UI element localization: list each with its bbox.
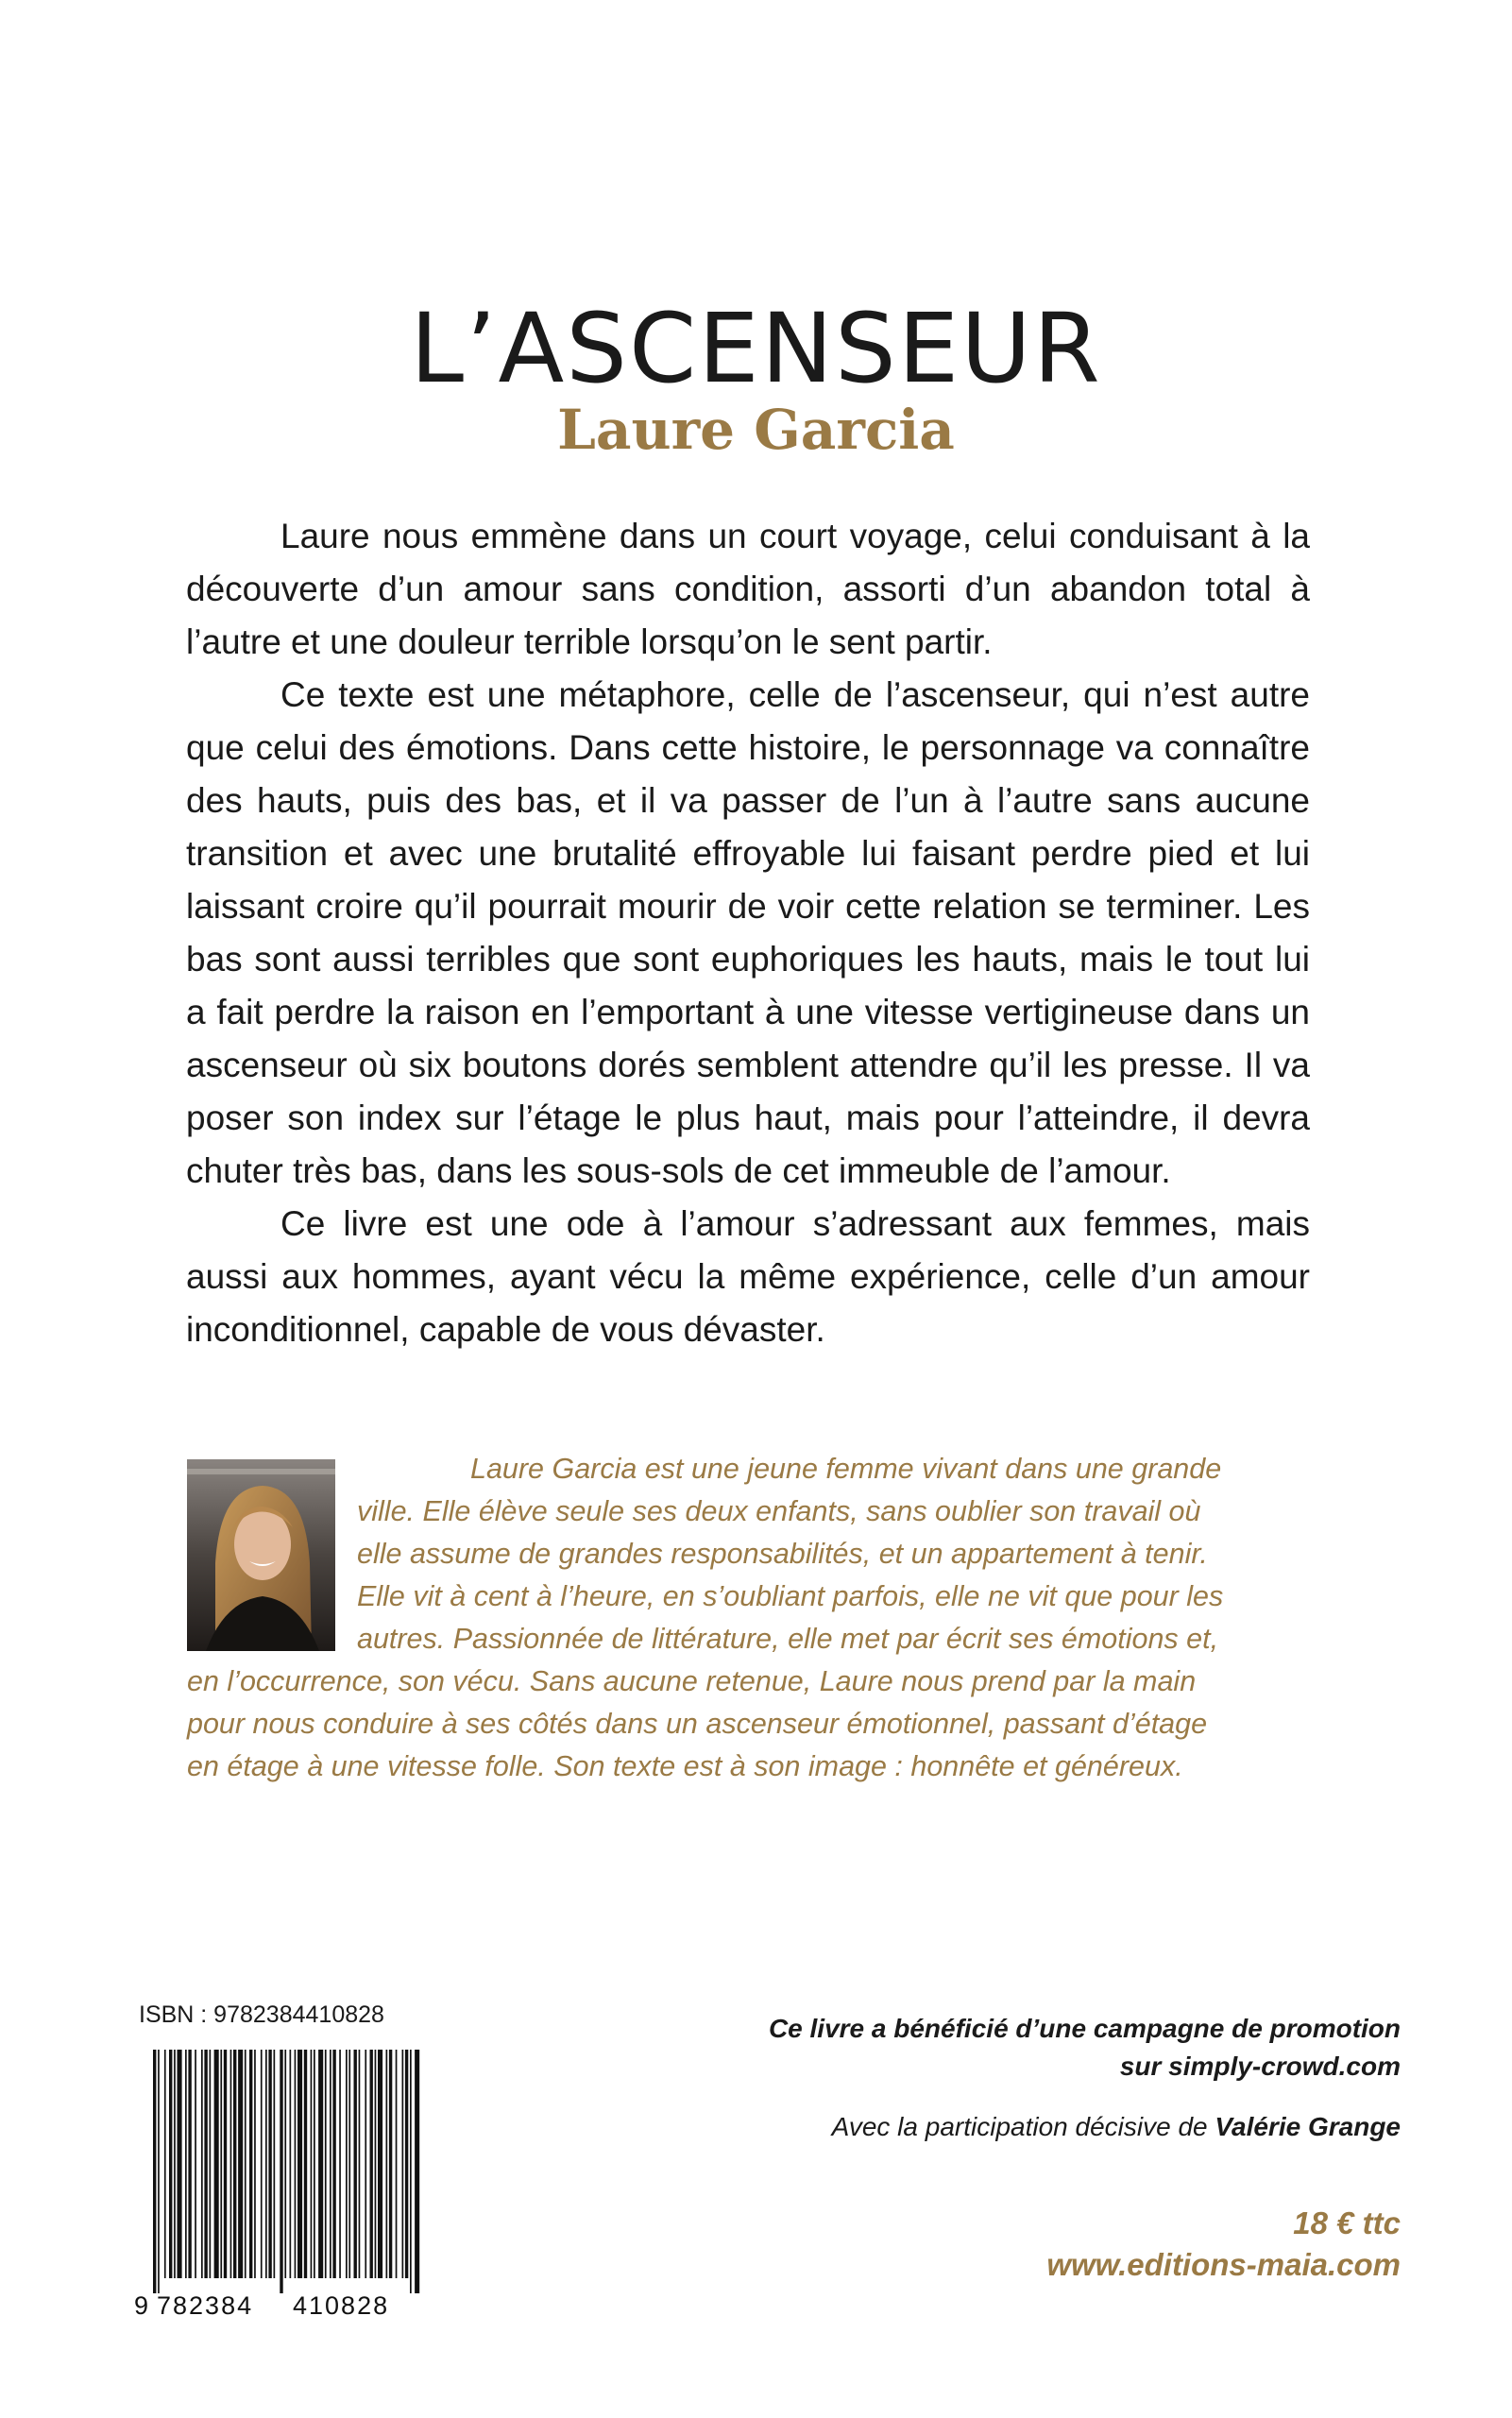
- barcode-bar: [370, 2050, 373, 2278]
- barcode-bar: [378, 2050, 382, 2278]
- bio-line: pour nous conduire à ses côtés dans un ascenseur émotionnel, passant d’étage: [187, 1708, 1208, 1740]
- synopsis-paragraph-2: Ce texte est une métaphore, celle de l’ascenseur, qui n’est autre que celui des émotions. Dans cette histoire, le personnage va connaître des hauts, puis des bas, et il va passer de l’un à l’autre sans aucune transition et avec une brutalité effroyable lui faisant perdre pied et lui laissant croire qu’il pourrait mourir de voir cette relation se terminer. Les bas sont aussi terribles que sont euphoriques les hauts, mais le tout lui a fait perdre la raison en l’emportant à une vitesse vertigineuse dans un ascenseur où six boutons dorés semblent attendre qu’il les presse. Il va poser son index sur l’étage le plus haut, mais pour l’atteindre, il devra chuter très bas, dans les sous-sols de cet immeuble de l’amour.: [186, 675, 1310, 1190]
- barcode-bar: [158, 2050, 160, 2293]
- bio-line: Laure Garcia est une jeune femme vivant dans une grande: [470, 1453, 1222, 1485]
- barcode-bar: [348, 2050, 350, 2278]
- barcode-bar: [224, 2050, 227, 2278]
- participation-name: Valérie Grange: [1215, 2112, 1401, 2141]
- barcode-bar: [254, 2050, 256, 2278]
- barcode-bar: [249, 2050, 252, 2278]
- barcode-bar: [318, 2050, 323, 2278]
- barcode-bar: [359, 2050, 361, 2278]
- barcode-bar: [314, 2050, 315, 2278]
- barcode-bar: [220, 2050, 222, 2278]
- synopsis-paragraph-1: Laure nous emmène dans un court voyage, celui conduisant à la découverte d’un amour sans condition, assorti d’un abandon total à l’autre et une douleur terrible lorsqu’on le sent partir.: [186, 517, 1310, 661]
- synopsis: [186, 510, 1310, 1356]
- barcode-bar: [386, 2050, 388, 2278]
- book-author: Laure Garcia: [557, 398, 955, 462]
- barcode-bar: [280, 2050, 282, 2293]
- barcode-bar: [164, 2050, 166, 2278]
- bio-line: en étage à une vitesse folle. Son texte est à son image : honnête et généreux.: [187, 1750, 1183, 1782]
- participation-note: [551, 2108, 1401, 2146]
- author-bio: [187, 1448, 1284, 1788]
- barcode-bar: [295, 2050, 297, 2278]
- barcode-bar: [204, 2050, 207, 2278]
- barcode-bar: [325, 2050, 327, 2278]
- barcode-bar: [169, 2050, 172, 2278]
- barcode-bar: [245, 2050, 246, 2278]
- barcode-bar: [195, 2050, 196, 2278]
- barcode-bar: [330, 2050, 331, 2278]
- bio-line: elle assume de grandes responsabilités, et un appartement à tenir.: [357, 1538, 1208, 1570]
- barcode-bar: [311, 2050, 313, 2278]
- barcode-bar: [396, 2050, 398, 2278]
- barcode-bar: [290, 2050, 292, 2278]
- barcode-bar: [304, 2050, 307, 2278]
- barcode-bar: [274, 2050, 276, 2278]
- barcode-bars: [153, 2050, 419, 2293]
- price: 18 € ttc: [1293, 2205, 1401, 2240]
- barcode-bar: [297, 2050, 302, 2278]
- barcode-bar: [153, 2050, 156, 2293]
- barcode-bar: [284, 2050, 286, 2278]
- barcode-bar: [365, 2050, 366, 2278]
- isbn-label: ISBN : 9782384410828: [139, 2001, 384, 2028]
- barcode-bar: [405, 2050, 408, 2278]
- participation-prefix: Avec la participation décisive de: [831, 2112, 1208, 2141]
- barcode-bar: [238, 2050, 243, 2278]
- barcode-digits-left: 782384: [157, 2291, 254, 2320]
- barcode-bar: [178, 2050, 182, 2278]
- barcode-bar: [402, 2050, 404, 2278]
- barcode-bar: [268, 2050, 271, 2278]
- barcode-digits-right: 410828: [293, 2291, 390, 2320]
- promotion-line-2: sur simply-crowd.com: [1119, 2052, 1401, 2081]
- barcode-bar: [261, 2050, 263, 2278]
- bio-line: Elle vit à cent à l’heure, en s’oubliant parfois, elle ne vit que pour les: [357, 1580, 1224, 1612]
- publisher-website: www.editions-maia.com: [1046, 2247, 1401, 2282]
- barcode-digit-first: 9: [134, 2291, 149, 2320]
- barcode-bar: [233, 2050, 236, 2278]
- barcode-bar: [332, 2050, 335, 2278]
- barcode: [132, 2050, 430, 2320]
- barcode-bar: [201, 2050, 203, 2278]
- barcode-bar: [415, 2050, 419, 2293]
- bio-line: en l’occurrence, son vécu. Sans aucune retenue, Laure nous prend par la main: [187, 1665, 1197, 1697]
- barcode-bar: [346, 2050, 348, 2278]
- barcode-bar: [339, 2050, 341, 2278]
- barcode-bar: [265, 2050, 267, 2278]
- bio-line: ville. Elle élève seule ses deux enfants, sans oublier son travail où: [357, 1495, 1201, 1527]
- barcode-bar: [354, 2050, 357, 2278]
- barcode-bar: [375, 2050, 377, 2278]
- barcode-bar: [214, 2050, 219, 2278]
- barcode-bar: [185, 2050, 187, 2278]
- barcode-bar: [389, 2050, 392, 2278]
- book-title: L’ASCENSEUR: [410, 293, 1102, 405]
- barcode-bar: [174, 2050, 176, 2278]
- synopsis-paragraph-3: Ce livre est une ode à l’amour s’adressant aux femmes, mais aussi aux hommes, ayant vécu la même expérience, celle d’un amour inconditionnel, capable de vous dévaster.: [186, 1204, 1310, 1349]
- barcode-bar: [188, 2050, 191, 2278]
- barcode-bar: [210, 2050, 212, 2278]
- barcode-bar: [230, 2050, 232, 2278]
- bio-line: autres. Passionnée de littérature, elle met par écrit ses émotions et,: [357, 1623, 1219, 1655]
- promotion-note: [551, 2010, 1401, 2086]
- promotion-line-1: Ce livre a bénéficié d’une campagne de promotion: [768, 2014, 1401, 2043]
- barcode-bar: [410, 2050, 412, 2293]
